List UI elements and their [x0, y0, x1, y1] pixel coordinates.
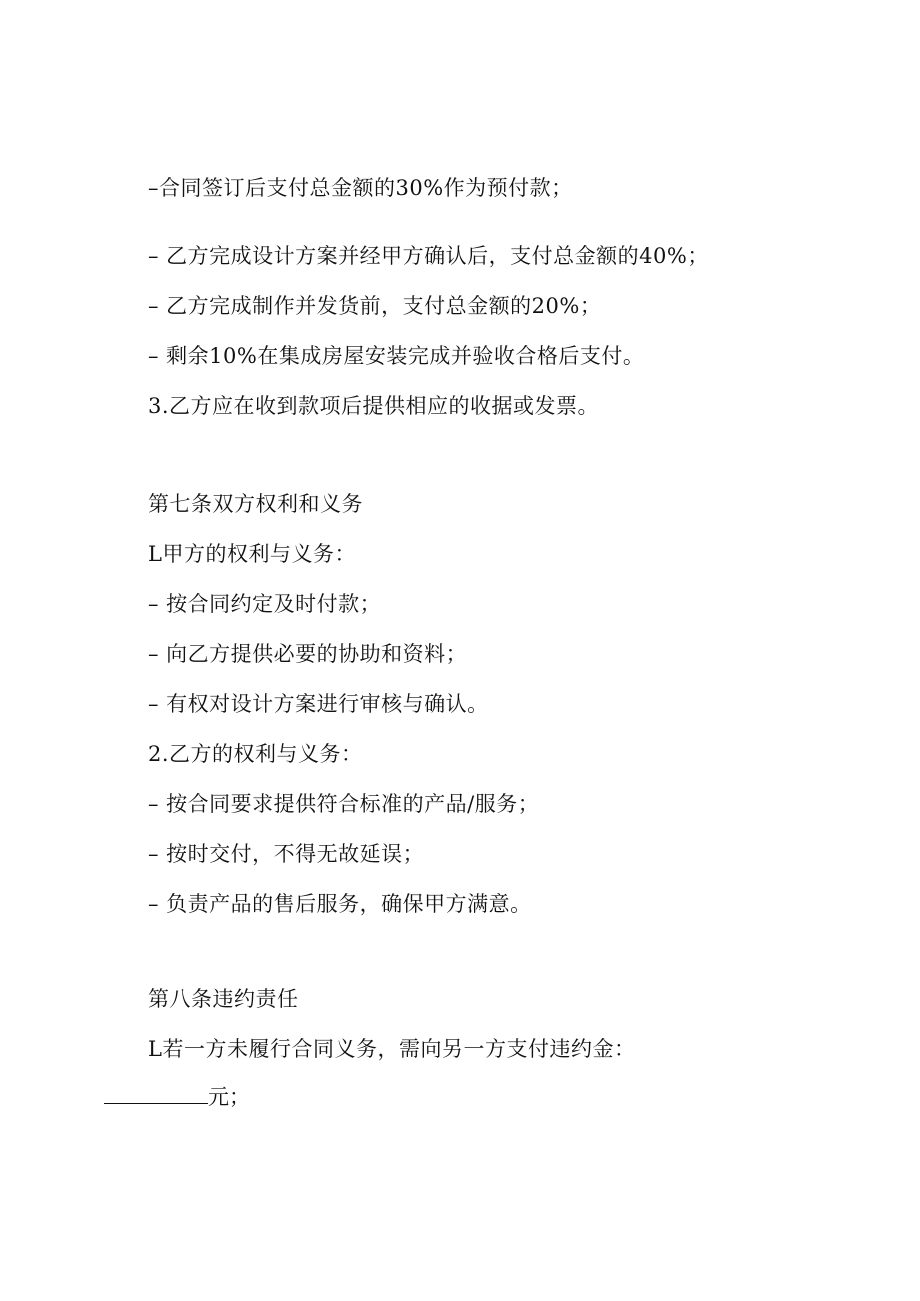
payment-item-prepayment: –合同签订后支付总金额的30%作为预付款；: [148, 176, 573, 200]
party-b-item-delivery: – 按时交付，不得无故延误；: [148, 842, 425, 866]
payment-item-design-confirmed: – 乙方完成设计方案并经甲方确认后，支付总金额的40%；: [148, 244, 709, 268]
party-b-heading: 2.乙方的权利与义务：: [148, 742, 363, 766]
party-a-item-assistance: – 向乙方提供必要的协助和资料；: [148, 642, 468, 666]
penalty-amount-blank: [104, 1083, 208, 1104]
payment-item-final: – 剩余10%在集成房屋安装完成并验收合格后支付。: [148, 344, 645, 368]
payment-item-before-shipment: – 乙方完成制作并发货前，支付总金额的20%；: [148, 294, 602, 318]
penalty-amount-line: [104, 1083, 250, 1111]
amount-unit: 元；: [208, 1085, 250, 1109]
receipt-clause: 3.乙方应在收到款项后提供相应的收据或发票。: [148, 394, 600, 418]
article-8-clause-1: L若一方未履行合同义务，需向另一方支付违约金：: [148, 1037, 636, 1061]
party-a-item-payment: – 按合同约定及时付款；: [148, 592, 382, 616]
party-b-item-standards: – 按合同要求提供符合标准的产品/服务；: [148, 792, 540, 816]
party-a-item-review: – 有权对设计方案进行审核与确认。: [148, 692, 489, 716]
article-8-heading: 第八条违约责任: [148, 987, 299, 1011]
article-7-heading: 第七条双方权利和义务: [148, 492, 363, 516]
party-a-heading: L甲方的权利与义务：: [148, 542, 356, 566]
party-b-item-after-sales: – 负责产品的售后服务，确保甲方满意。: [148, 892, 532, 916]
